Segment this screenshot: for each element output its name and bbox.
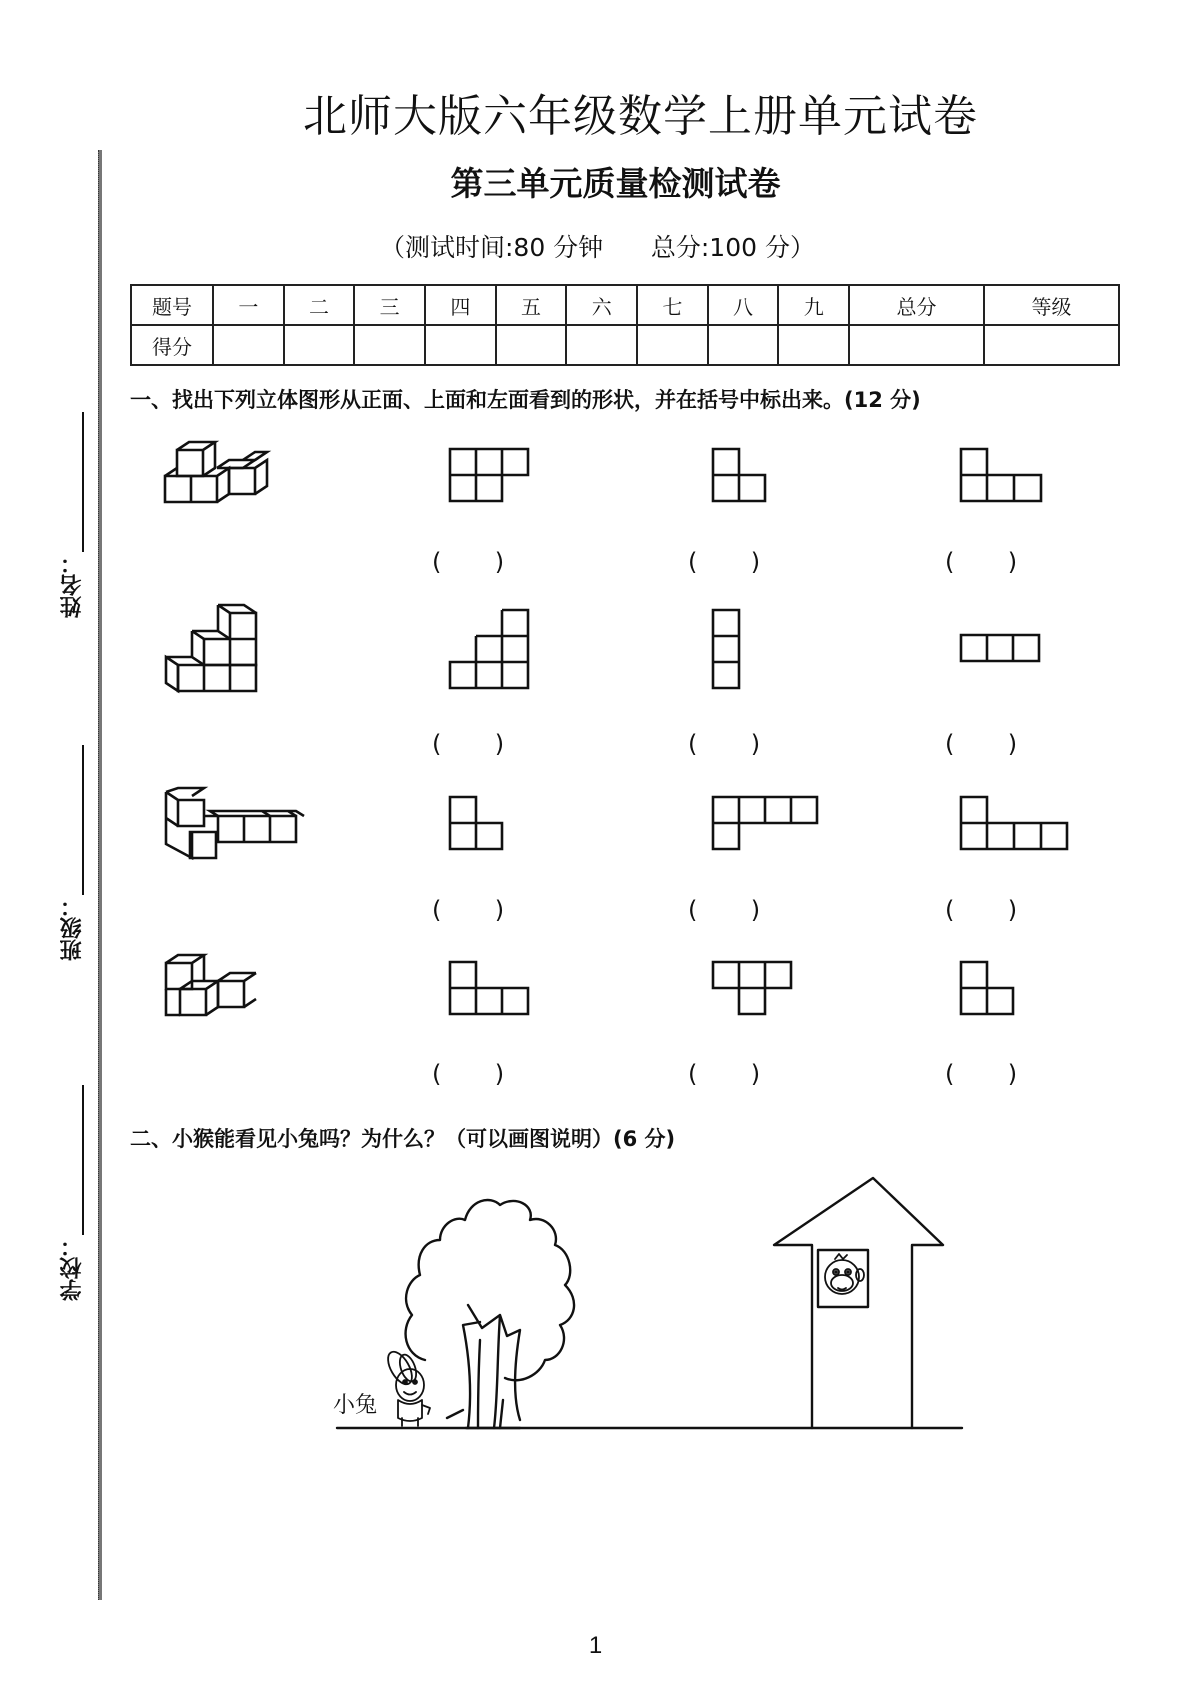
document-subtitle: 第三单元质量检测试卷 bbox=[450, 164, 781, 203]
row-head-score: 得分 bbox=[131, 325, 213, 365]
answer-slot-r3-c1[interactable]: ( ) bbox=[432, 896, 505, 924]
answer-slot-r1-c3[interactable]: ( ) bbox=[945, 548, 1018, 576]
answer-slot-r4-c1[interactable]: ( ) bbox=[432, 1060, 505, 1088]
answer-slot-r1-c2[interactable]: ( ) bbox=[688, 548, 761, 576]
document-title: 北师大版六年级数学上册单元试卷 bbox=[303, 91, 978, 142]
col-5: 五 bbox=[496, 285, 567, 325]
answer-slot-r2-c3[interactable]: ( ) bbox=[945, 730, 1018, 758]
answer-slot-r2-c2[interactable]: ( ) bbox=[688, 730, 761, 758]
rabbit-label: 小兔 bbox=[333, 1393, 378, 1418]
col-7: 七 bbox=[637, 285, 708, 325]
row-head-question: 题号 bbox=[131, 285, 213, 325]
col-6: 六 bbox=[566, 285, 637, 325]
section2-title: 二、小猴能看见小兔吗？为什么？（可以画图说明）(6 分) bbox=[130, 1127, 676, 1151]
answer-slot-r4-c3[interactable]: ( ) bbox=[945, 1060, 1018, 1088]
col-total: 总分 bbox=[849, 285, 984, 325]
answer-slot-r3-c2[interactable]: ( ) bbox=[688, 896, 761, 924]
col-1: 一 bbox=[213, 285, 284, 325]
answer-slot-r1-c1[interactable]: ( ) bbox=[432, 548, 505, 576]
col-3: 三 bbox=[354, 285, 425, 325]
name-label: 姓名： bbox=[59, 552, 85, 618]
house-icon bbox=[774, 1178, 943, 1428]
col-grade: 等级 bbox=[984, 285, 1119, 325]
class-label: 班级： bbox=[59, 895, 85, 961]
test-meta: （测试时间:80 分钟 总分:100 分） bbox=[380, 233, 815, 262]
answer-slot-r4-c2[interactable]: ( ) bbox=[688, 1060, 761, 1088]
page-number: 1 bbox=[588, 1632, 603, 1659]
col-4: 四 bbox=[425, 285, 496, 325]
col-9: 九 bbox=[778, 285, 849, 325]
answer-slot-r2-c1[interactable]: ( ) bbox=[432, 730, 505, 758]
monkey-face-icon bbox=[825, 1254, 864, 1294]
answer-slot-r3-c3[interactable]: ( ) bbox=[945, 896, 1018, 924]
col-8: 八 bbox=[708, 285, 779, 325]
school-label: 学校： bbox=[59, 1235, 85, 1301]
tree-icon bbox=[406, 1200, 575, 1428]
section1-title: 一、找出下列立体图形从正面、上面和左面看到的形状，并在括号中标出来。(12 分) bbox=[130, 388, 921, 412]
col-2: 二 bbox=[284, 285, 355, 325]
